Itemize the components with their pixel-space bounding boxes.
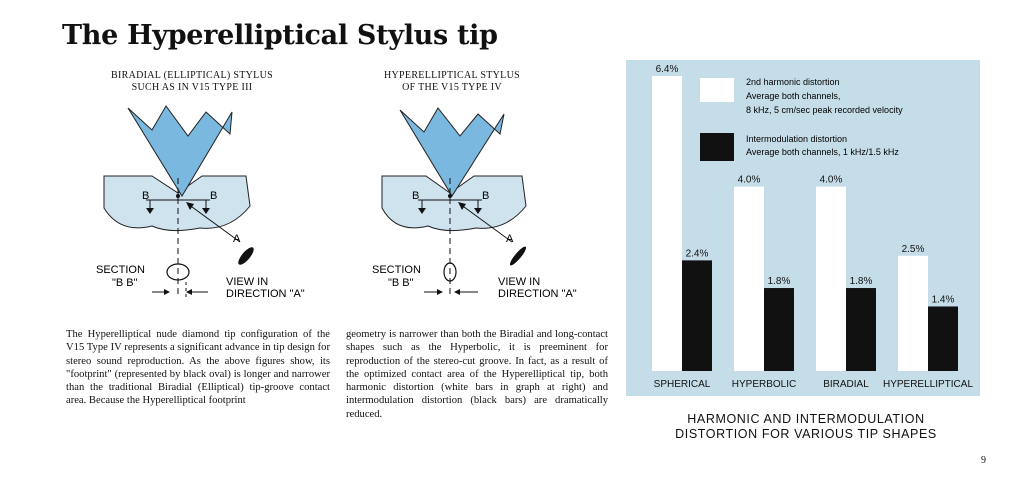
contact-point xyxy=(176,194,180,198)
page-title: The Hyperelliptical Stylus tip xyxy=(62,20,498,51)
view-label: VIEW IN xyxy=(226,276,269,288)
footprint-oval xyxy=(508,245,528,267)
hyperelliptical-stylus-diagram xyxy=(366,96,606,306)
data-label-spherical-intermod: 2.4% xyxy=(685,248,709,260)
section-bb-label: "B B" xyxy=(388,277,414,289)
legend-intermod-name: Intermodulation distortion xyxy=(746,134,848,144)
legend-swatch-intermod xyxy=(700,133,734,161)
data-label-biradial-harmonic: 4.0% xyxy=(819,174,843,186)
bar-spherical-harmonic xyxy=(652,76,682,371)
chart-caption xyxy=(648,412,964,442)
legend-swatch-harmonic xyxy=(700,78,734,102)
bar-hyperbolic-intermod xyxy=(764,288,794,371)
body-text-col1: The Hyperelliptical nude diamond tip configuration of the V15 Type IV represents a significant advance in tip design for stereo sound reproduction. As the above figures show, its "footprint" (represented by black oval) is longer and narrower than the traditional Biradial (Elliptical) tip-groove contact area. Because the Hyperelliptical footprint xyxy=(66,329,330,407)
section-bb-label: "B B" xyxy=(112,277,138,289)
bar-hyperelliptical-harmonic xyxy=(898,256,928,371)
direction-label: DIRECTION "A" xyxy=(226,288,305,300)
category-label-biradial: BIRADIAL xyxy=(823,379,869,390)
label-b-left: B xyxy=(142,190,150,202)
page-number: 9 xyxy=(981,455,986,466)
body-text-col2: geometry is narrower than both the Biradial and long-contact shapes such as the Hyperbolic, it is preeminent for reproduction of the stereo-cut groove. In fact, as a result of the optimized contact area of the Hyperelliptical tip, both harmonic distortion (white bars in graph at right) and intermodulation distortion (black bars) are dramatically reduced. xyxy=(346,329,608,420)
legend-harmonic-desc2: 8 kHz, 5 cm/sec peak recorded velocity xyxy=(746,105,903,115)
chart-title-line2: DISTORTION FOR VARIOUS TIP SHAPES xyxy=(675,427,937,441)
contact-point xyxy=(448,194,452,198)
right-caption-line2: OF THE V15 TYPE IV xyxy=(402,82,502,93)
category-label-hyperelliptical: HYPERELLIPTICAL xyxy=(882,379,974,390)
label-a: A xyxy=(233,233,241,245)
biradial-stylus-diagram xyxy=(90,96,330,306)
right-diagram-caption xyxy=(362,70,542,94)
bar-biradial-intermod xyxy=(846,288,876,371)
left-diagram-caption xyxy=(92,70,292,94)
label-b-left: B xyxy=(412,190,420,202)
data-label-hyperelliptical-intermod: 1.4% xyxy=(931,294,955,306)
data-label-spherical-harmonic: 6.4% xyxy=(655,64,679,75)
category-label-hyperbolic: HYPERBOLIC xyxy=(731,379,797,390)
bar-spherical-intermod xyxy=(682,260,712,371)
legend-harmonic-desc1: Average both channels, xyxy=(746,91,841,101)
distortion-bar-chart xyxy=(626,60,980,396)
section-label: SECTION xyxy=(96,264,145,276)
label-b-right: B xyxy=(482,190,490,202)
footprint-oval xyxy=(236,245,256,267)
label-b-right: B xyxy=(210,190,218,202)
data-label-biradial-intermod: 1.8% xyxy=(849,276,873,288)
left-caption-line2: SUCH AS IN V15 TYPE III xyxy=(131,82,253,93)
bar-biradial-harmonic xyxy=(816,187,846,371)
data-label-hyperbolic-harmonic: 4.0% xyxy=(737,174,761,186)
category-label-spherical: SPHERICAL xyxy=(653,379,711,390)
section-label: SECTION xyxy=(372,264,421,276)
right-caption-line1: HYPERELLIPTICAL STYLUS xyxy=(384,70,520,81)
label-a: A xyxy=(506,233,514,245)
data-label-hyperbolic-intermod: 1.8% xyxy=(767,276,791,288)
left-caption-line1: BIRADIAL (ELLIPTICAL) STYLUS xyxy=(111,70,273,81)
legend-intermod-desc1: Average both channels, 1 kHz/1.5 kHz xyxy=(746,147,899,157)
legend-harmonic-name: 2nd harmonic distortion xyxy=(746,77,840,87)
view-label: VIEW IN xyxy=(498,276,541,288)
bar-hyperbolic-harmonic xyxy=(734,187,764,371)
data-label-hyperelliptical-harmonic: 2.5% xyxy=(901,243,925,255)
direction-label: DIRECTION "A" xyxy=(498,288,577,300)
bar-hyperelliptical-intermod xyxy=(928,306,958,371)
chart-title-line1: HARMONIC AND INTERMODULATION xyxy=(687,412,925,426)
